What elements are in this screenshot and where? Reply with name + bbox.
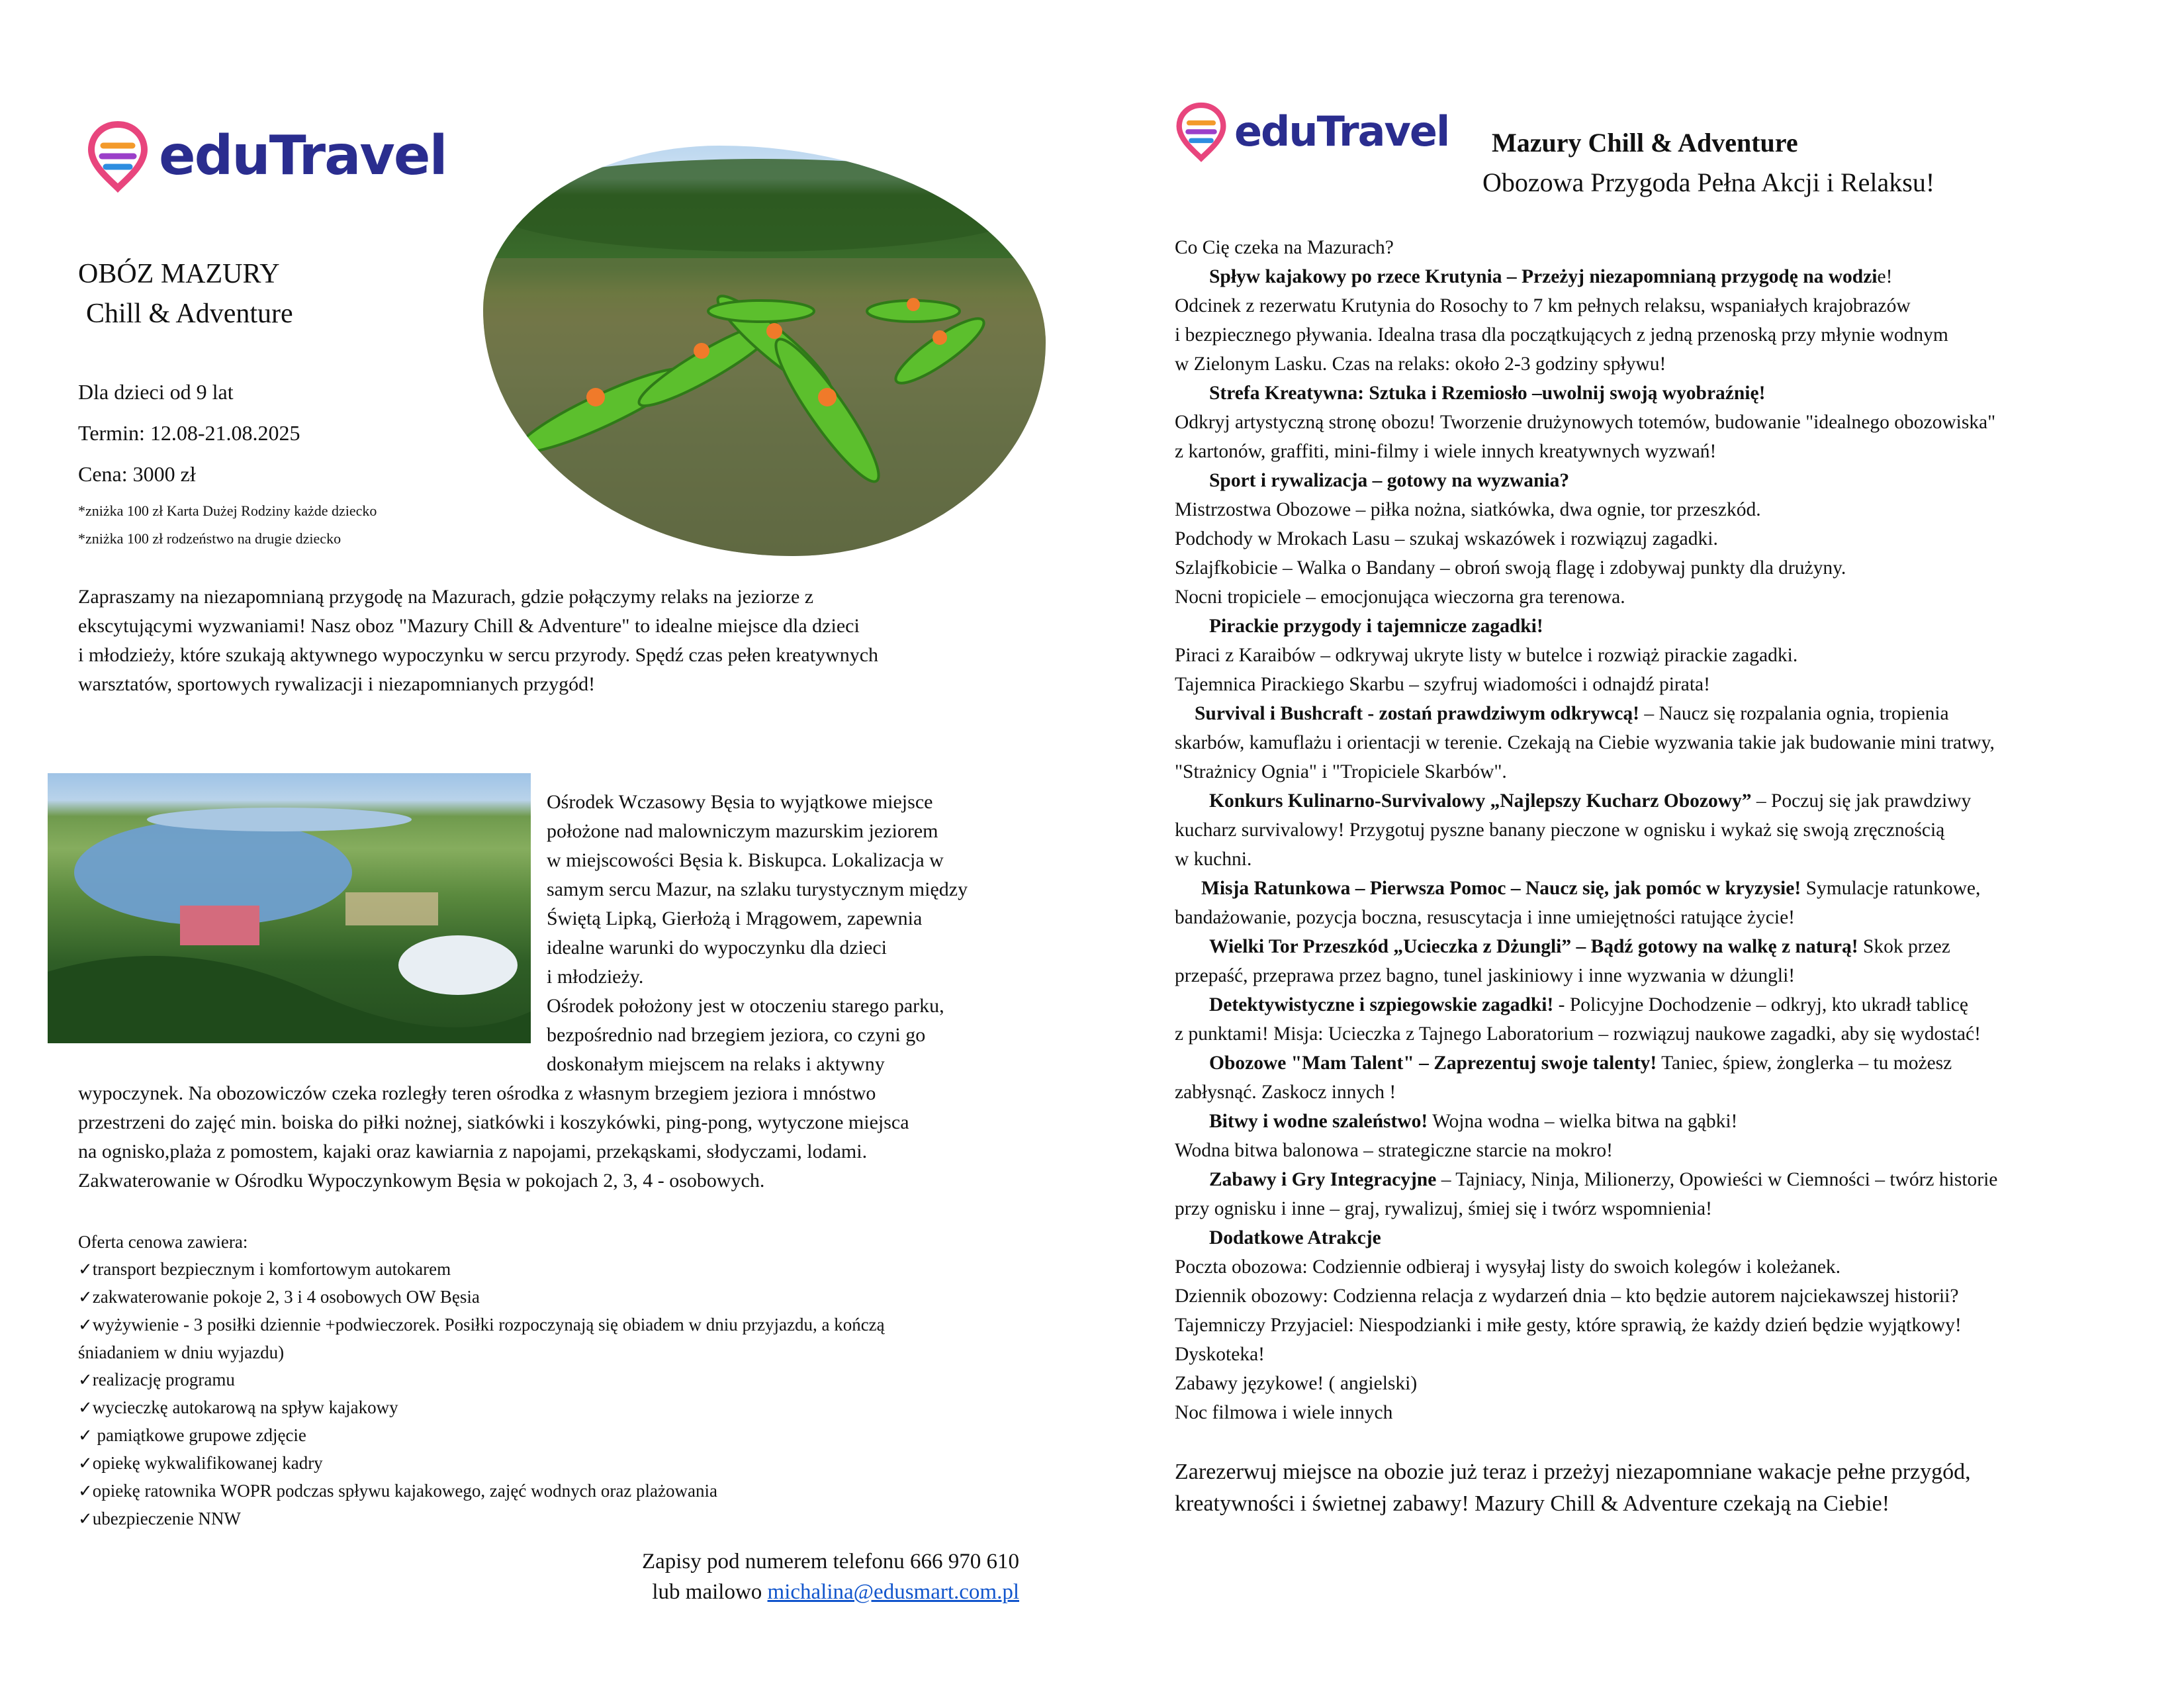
- program-line: [1175, 524, 1997, 553]
- closing-line: Zarezerwuj miejsce na obozie już teraz i przeżyj niezapomniane wakacje pełne przygód,: [1175, 1460, 1971, 1484]
- resort-line: Ośrodek położony jest w otoczeniu starego parku,: [547, 995, 944, 1017]
- resort-line: bezpośrednio nad brzegiem jeziora, co czyni go: [547, 1024, 926, 1046]
- program-text: Odcinek z rezerwatu Krutynia do Rosochy to 7 km pełnych relaksu, wspaniałych krajobrazów: [1175, 295, 1911, 316]
- program-text: bandażowanie, pozycja boczna, resuscytacja i inne umiejętności ratujące życie!: [1175, 907, 1795, 928]
- program-heading: Sport i rywalizacja – gotowy na wyzwania?: [1209, 470, 1570, 491]
- logo-text-edu: edu: [159, 124, 269, 187]
- program-text: Wodna bitwa balonowa – strategiczne starcie na mokro!: [1175, 1140, 1613, 1161]
- program-text: Skok przez: [1858, 936, 1950, 957]
- program-text: zabłysnąć. Zaskocz innych !: [1175, 1082, 1396, 1103]
- location-pin-icon: [1175, 101, 1228, 162]
- program-line: [1175, 1398, 1997, 1427]
- intro-line: ekscytującymi wyzwaniami! Nasz oboz "Mazury Chill & Adventure" to idealne miejsce dla dzieci: [78, 615, 860, 637]
- program-line: [1175, 728, 1997, 757]
- discount-note-1: *zniżka 100 zł Karta Dużej Rodziny każde dziecko: [78, 502, 377, 519]
- program-line: [1175, 1019, 1997, 1049]
- program-heading: Strefa Kreatywna: Sztuka i Rzemiosło –uwolnij swoją wyobraźnię!: [1209, 383, 1766, 404]
- right-title: Mazury Chill & Adventure: [1492, 128, 1798, 158]
- program-line: [1175, 1194, 1997, 1223]
- contact-block: [596, 1546, 1019, 1607]
- program-line: [1175, 408, 1997, 437]
- program-heading-line: [1175, 379, 1997, 408]
- program-heading-line: [1175, 262, 1997, 291]
- resort-illustration: [48, 773, 531, 1043]
- check-icon: ✓: [78, 1260, 93, 1280]
- program-text: Dziennik obozowy: Codzienna relacja z wydarzeń dnia – kto będzie autorem najciekawszej historii?: [1175, 1286, 1959, 1307]
- program-line: [1175, 1311, 1997, 1340]
- program-text: – Poczuj się jak prawdziwy: [1751, 790, 1972, 812]
- program-line: [1175, 1282, 1997, 1311]
- program-text: "Strażnicy Ognia" i "Tropiciele Skarbów".: [1175, 761, 1507, 782]
- logo-text-travel: Travel: [1316, 107, 1449, 156]
- program-list: [1175, 233, 1997, 1427]
- offer-item: ✓transport bezpiecznym i komfortowym autokarem: [78, 1259, 451, 1280]
- program-text: Mistrzostwa Obozowe – piłka nożna, siatkówka, dwa ognie, tor przeszkód.: [1175, 499, 1761, 520]
- program-line: [1175, 1340, 1997, 1369]
- program-text: Co Cię czeka na Mazurach?: [1175, 237, 1394, 258]
- program-line: [1175, 1136, 1997, 1165]
- program-heading-line: [1175, 612, 1997, 641]
- program-heading: Konkurs Kulinarno-Survivalowy „Najlepszy Kucharz Obozowy”: [1209, 790, 1752, 812]
- resort-line: i młodzieży.: [547, 966, 644, 988]
- program-text: Tajemnica Pirackiego Skarbu – szyfruj wiadomości i odnajdź pirata!: [1175, 674, 1710, 695]
- program-text: Podchody w Mrokach Lasu – szukaj wskazówek i rozwiązuj zagadki.: [1175, 528, 1718, 549]
- age-info: Dla dzieci od 9 lat: [78, 380, 234, 404]
- program-text: – Naucz się rozpalania ognia, tropienia: [1639, 703, 1949, 724]
- program-heading: Detektywistyczne i szpiegowskie zagadki!: [1209, 994, 1554, 1015]
- program-text: Dyskoteka!: [1175, 1344, 1265, 1365]
- program-heading: Zabawy i Gry Integracyjne: [1209, 1169, 1437, 1190]
- resort-line: w miejscowości Bęsia k. Biskupca. Lokalizacja w: [547, 849, 944, 871]
- program-heading-line: [1175, 990, 1997, 1019]
- intro-line: Zapraszamy na niezapomnianą przygodę na Mazurach, gdzie połączymy relaks na jeziorze z: [78, 586, 814, 608]
- program-line: [1175, 233, 1997, 262]
- program-text: kucharz survivalowy! Przygotuj pyszne banany pieczone w ognisku i wykaż się swoją zręcznością: [1175, 820, 1945, 841]
- program-heading: Bitwy i wodne szaleństwo!: [1209, 1111, 1428, 1132]
- program-heading-line: [1175, 786, 1997, 816]
- program-heading: Obozowe "Mam Talent" – Zaprezentuj swoje talenty!: [1209, 1053, 1657, 1074]
- program-heading-line: [1175, 1223, 1997, 1252]
- resort-line: idealne warunki do wypoczynku dla dzieci: [547, 937, 887, 959]
- program-line: [1175, 961, 1997, 990]
- logo-text-travel: Travel: [269, 124, 447, 187]
- program-heading: Dodatkowe Atrakcje: [1209, 1227, 1381, 1248]
- program-line: [1175, 903, 1997, 932]
- program-text: Taniec, śpiew, żonglerka – tu możesz: [1657, 1053, 1952, 1074]
- program-heading: Misja Ratunkowa – Pierwsza Pomoc – Naucz się, jak pomóc w kryzysie!: [1201, 878, 1801, 899]
- offer-item: ✓opiekę wykwalifikowanej kadry: [78, 1453, 323, 1474]
- program-heading-line: [1175, 466, 1997, 495]
- resort-line: na ognisko,plaża z pomostem, kajaki oraz kawiarnia z napojami, przekąskami, słodyczami, lodami.: [78, 1141, 868, 1162]
- offer-item: ✓ubezpieczenie NNW: [78, 1509, 241, 1529]
- program-text: Tajemniczy Przyjaciel: Niespodzianki i miłe gesty, które sprawią, że każdy dzień będzie wyjątkowy!: [1175, 1315, 1962, 1336]
- program-line: [1175, 816, 1997, 845]
- program-line: [1175, 437, 1997, 466]
- resort-line: Ośrodek Wczasowy Bęsia to wyjątkowe miejsce: [547, 791, 933, 813]
- program-heading-line: [1175, 1165, 1997, 1194]
- contact-phone: Zapisy pod numerem telefonu 666 970 610: [641, 1550, 1019, 1573]
- camp-title-line2: Chill & Adventure: [86, 299, 293, 329]
- kayak-photo: [483, 146, 1046, 556]
- kayak-illustration: [483, 146, 1046, 556]
- program-heading: Spływ kajakowy po rzece Krutynia – Przeżyj niezapomnianą przygodę na wodzi: [1209, 266, 1878, 287]
- check-icon: ✓: [78, 1398, 93, 1418]
- program-line: [1175, 583, 1997, 612]
- check-icon: ✓: [78, 1426, 93, 1446]
- program-heading-line: [1175, 699, 1997, 728]
- closing-paragraph: [1175, 1456, 1971, 1520]
- program-heading-line: [1175, 1107, 1997, 1136]
- resort-line: położone nad malowniczym mazurskim jeziorem: [547, 820, 938, 842]
- program-text: Szlajfkobicie – Walka o Bandany – obroń swoją flagę i zdobywaj punkty dla drużyny.: [1175, 557, 1846, 579]
- program-text: z kartonów, graffiti, mini-filmy i wiele innych kreatywnych wyzwań!: [1175, 441, 1717, 462]
- program-heading-line: [1175, 932, 1997, 961]
- program-text: Odkryj artystyczną stronę obozu! Tworzenie drużynowych totemów, budowanie "idealnego obozowiska": [1175, 412, 1996, 433]
- program-heading-line: [1175, 874, 1997, 903]
- check-icon: ✓: [78, 1481, 93, 1501]
- price-info: Cena: 3000 zł: [78, 462, 196, 486]
- program-text: Piraci z Karaibów – odkrywaj ukryte listy w butelce i rozwiąż pirackie zagadki.: [1175, 645, 1798, 666]
- program-text: Noc filmowa i wiele innych: [1175, 1402, 1393, 1423]
- program-line: [1175, 670, 1997, 699]
- resort-aerial-photo: [48, 773, 531, 1043]
- program-text: skarbów, kamuflażu i orientacji w terenie. Czekają na Ciebie wyzwania takie jak budowanie mini tratwy,: [1175, 732, 1995, 753]
- resort-line: samym sercu Mazur, na szlaku turystycznym między: [547, 878, 968, 900]
- program-text: e!: [1877, 266, 1893, 287]
- logo-text-edu: edu: [1234, 107, 1317, 156]
- program-heading: Wielki Tor Przeszkód „Ucieczka z Dżungli” – Bądź gotowy na walkę z naturą!: [1209, 936, 1858, 957]
- program-text: Wojna wodna – wielka bitwa na gąbki!: [1428, 1111, 1738, 1132]
- program-line: [1175, 320, 1997, 350]
- closing-line: kreatywności i świetnej zabawy! Mazury Chill & Adventure czekają na Ciebie!: [1175, 1491, 1890, 1516]
- program-text: Symulacje ratunkowe,: [1801, 878, 1981, 899]
- location-pin-icon: [86, 119, 150, 192]
- offer-item: ✓realizację programu: [78, 1370, 235, 1390]
- program-heading-line: [1175, 1049, 1997, 1078]
- program-heading: Pirackie przygody i tajemnicze zagadki!: [1209, 616, 1543, 637]
- resort-line: wypoczynek. Na obozowiczów czeka rozległy teren ośrodka z własnym brzegiem jeziora i mnóstwo: [78, 1082, 876, 1104]
- resort-description-short: [547, 788, 968, 1079]
- offer-item: ✓zakwaterowanie pokoje 2, 3 i 4 osobowych OW Bęsia: [78, 1287, 480, 1307]
- offer-item: ✓wyżywienie - 3 posiłki dziennie +podwieczorek. Posiłki rozpoczynają się obiadem w dniu przyjazdu, a kończą: [78, 1315, 885, 1335]
- intro-line: warsztatów, sportowych rywalizacji i niezapomnianych przygód!: [78, 673, 596, 695]
- program-heading: Survival i Bushcraft - zostań prawdziwym odkrywcą!: [1195, 703, 1639, 724]
- program-line: [1175, 1369, 1997, 1398]
- check-icon: ✓: [78, 1288, 93, 1307]
- program-text: w kuchni.: [1175, 849, 1252, 870]
- check-icon: ✓: [78, 1509, 93, 1529]
- contact-mail-prefix: lub mailowo: [652, 1580, 768, 1604]
- edutravel-logo-right: [1175, 101, 1449, 162]
- program-text: Nocni tropiciele – emocjonująca wieczorna gra terenowa.: [1175, 586, 1625, 608]
- program-text: z punktami! Misja: Ucieczka z Tajnego Laboratorium – rozwiązuj naukowe zagadki, aby się wydostać!: [1175, 1023, 1981, 1045]
- resort-description-full: [78, 1079, 1018, 1196]
- discount-note-2: *zniżka 100 zł rodzeństwo na drugie dziecko: [78, 530, 341, 547]
- resort-line: doskonałym miejscem na relaks i aktywny: [547, 1053, 885, 1075]
- program-text: w Zielonym Lasku. Czas na relaks: około 2-3 godziny spływu!: [1175, 353, 1666, 375]
- program-line: [1175, 553, 1997, 583]
- program-line: [1175, 1078, 1997, 1107]
- offer-item: ✓wycieczkę autokarową na spływ kajakowy: [78, 1397, 398, 1418]
- program-line: [1175, 845, 1997, 874]
- program-line: [1175, 350, 1997, 379]
- program-text: – Tajniacy, Ninja, Milionerzy, Opowieści w Ciemności – twórz historie: [1436, 1169, 1998, 1190]
- program-line: [1175, 495, 1997, 524]
- check-icon: ✓: [78, 1454, 93, 1474]
- program-text: przy ognisku i inne – graj, rywalizuj, śmiej się i twórz wspomnienia!: [1175, 1198, 1712, 1219]
- camp-title-line1: OBÓZ MAZURY: [78, 259, 280, 289]
- offer-item: ✓ pamiątkowe grupowe zdjęcie: [78, 1425, 306, 1446]
- program-line: [1175, 641, 1997, 670]
- program-text: Poczta obozowa: Codziennie odbieraj i wysyłaj listy do swoich kolegów i koleżanek.: [1175, 1256, 1841, 1278]
- program-line: [1175, 291, 1997, 320]
- program-line: [1175, 757, 1997, 786]
- edutravel-logo: [86, 119, 447, 192]
- program-text: Zabawy językowe! ( angielski): [1175, 1373, 1418, 1394]
- check-icon: ✓: [78, 1315, 93, 1335]
- offer-title: Oferta cenowa zawiera:: [78, 1232, 248, 1252]
- check-icon: ✓: [78, 1370, 93, 1390]
- intro-paragraph: [78, 583, 1018, 699]
- offer-section: [78, 1229, 885, 1533]
- program-text: przepaść, przeprawa przez bagno, tunel jaskiniowy i inne wyzwania w dżungli!: [1175, 965, 1796, 986]
- contact-email-link[interactable]: michalina@edusmart.com.pl: [767, 1580, 1019, 1604]
- program-line: [1175, 1252, 1997, 1282]
- offer-item: ✓opiekę ratownika WOPR podczas spływu kajakowego, zajęć wodnych oraz plażowania: [78, 1481, 717, 1501]
- program-text: i bezpiecznego pływania. Idealna trasa dla początkujących z jedną przenoską przy młynie wodnym: [1175, 324, 1948, 346]
- intro-line: i młodzieży, które szukają aktywnego wypoczynku w sercu przyrody. Spędź czas pełen kreatywnych: [78, 644, 879, 666]
- resort-line: Świętą Lipką, Gierłożą i Mrągowem, zapewnia: [547, 908, 923, 929]
- resort-line: przestrzeni do zajęć min. boiska do piłki nożnej, siatkówki i koszykówki, ping-pong, wytyczone miejsca: [78, 1111, 909, 1133]
- program-text: - Policyjne Dochodzenie – odkryj, kto ukradł tablicę: [1553, 994, 1968, 1015]
- offer-item-continuation: śniadaniem w dniu wyjazdu): [78, 1342, 285, 1362]
- term-info: Termin: 12.08-21.08.2025: [78, 421, 300, 445]
- resort-line: Zakwaterowanie w Ośrodku Wypoczynkowym Bęsia w pokojach 2, 3, 4 - osobowych.: [78, 1170, 765, 1192]
- right-subtitle: Obozowa Przygoda Pełna Akcji i Relaksu!: [1482, 167, 1935, 197]
